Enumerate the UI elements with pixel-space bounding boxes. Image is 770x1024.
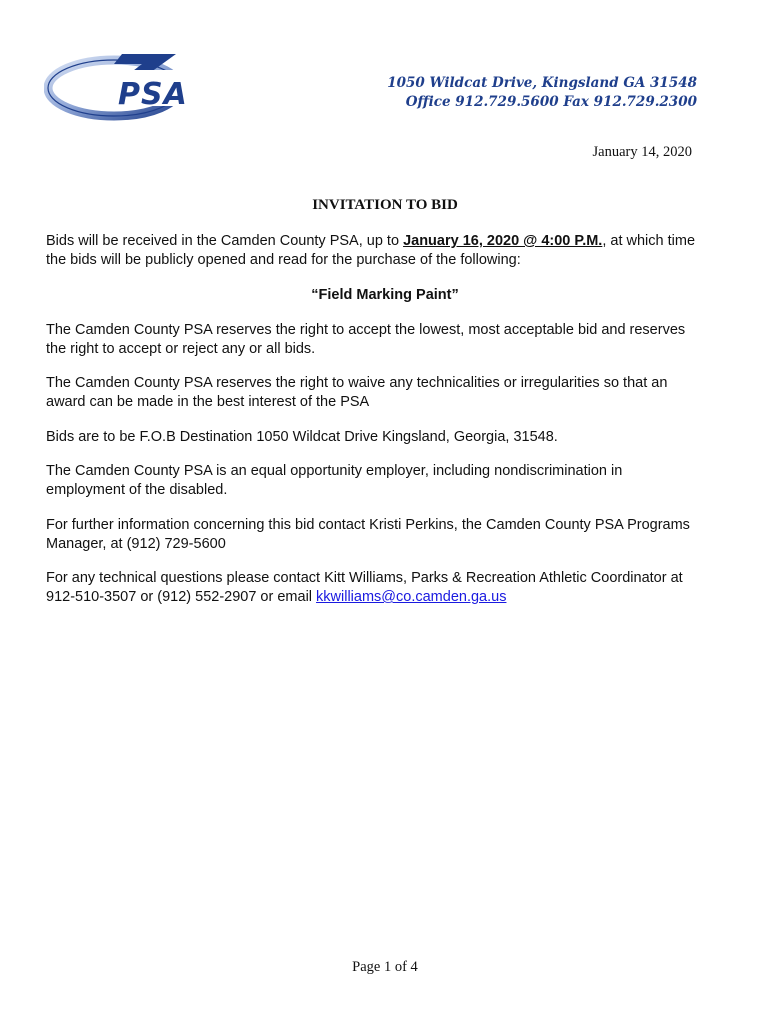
- equal-opportunity-paragraph: [46, 462, 736, 500]
- paragraph-text: Bids will be received in the Camden County PSA, up to: [46, 233, 404, 249]
- paragraph-text: , at which time: [602, 233, 696, 249]
- paragraph-text: the right to accept or reject any or all bids.: [46, 341, 316, 357]
- technical-contact-paragraph: [46, 569, 736, 607]
- paragraph-text: Manager, at (912) 729-5600: [46, 536, 226, 552]
- paragraph-text: the bids will be publicly opened and read for the purchase of the following:: [46, 252, 521, 268]
- waiver-paragraph: [46, 374, 736, 412]
- bid-deadline: January 16, 2020 @ 4:00 P.M.: [403, 233, 603, 249]
- email-link[interactable]: kkwilliams@co.camden.ga.us: [316, 589, 507, 605]
- acceptance-paragraph: [46, 321, 736, 359]
- paragraph-text: award can be made in the best interest of the PSA: [46, 394, 370, 410]
- document-heading: INVITATION TO BID: [312, 197, 458, 213]
- address-line: 1050 Wildcat Drive, Kingsland GA 31548: [387, 75, 697, 91]
- letter-date: January 14, 2020: [592, 144, 692, 160]
- paragraph-text: The Camden County PSA is an equal opportunity employer, including nondiscrimination in: [46, 463, 623, 479]
- phone-fax-line: Office 912.729.5600 Fax 912.729.2300: [405, 94, 697, 110]
- paragraph-text: The Camden County PSA reserves the right to waive any technicalities or irregularities so that an: [46, 375, 668, 391]
- paragraph-text: The Camden County PSA reserves the right to accept the lowest, most acceptable bid and reserves: [46, 322, 686, 338]
- bid-deadline-paragraph: [46, 232, 736, 270]
- item-title: “Field Marking Paint”: [311, 287, 459, 303]
- fob-paragraph: Bids are to be F.O.B Destination 1050 Wildcat Drive Kingsland, Georgia, 31548.: [46, 429, 558, 445]
- contact-paragraph: [46, 516, 736, 554]
- paragraph-text: 912-510-3507 or (912) 552-2907 or email: [46, 589, 317, 605]
- page-number: Page 1 of 4: [352, 959, 418, 975]
- paragraph-text: For any technical questions please contact Kitt Williams, Parks & Recreation Athletic Coordinator at: [46, 570, 683, 586]
- logo-text: PSA: [118, 77, 188, 112]
- paragraph-text: employment of the disabled.: [46, 482, 228, 498]
- paragraph-text: For further information concerning this bid contact Kristi Perkins, the Camden County PSA Programs: [46, 517, 690, 533]
- address-block: [387, 74, 697, 112]
